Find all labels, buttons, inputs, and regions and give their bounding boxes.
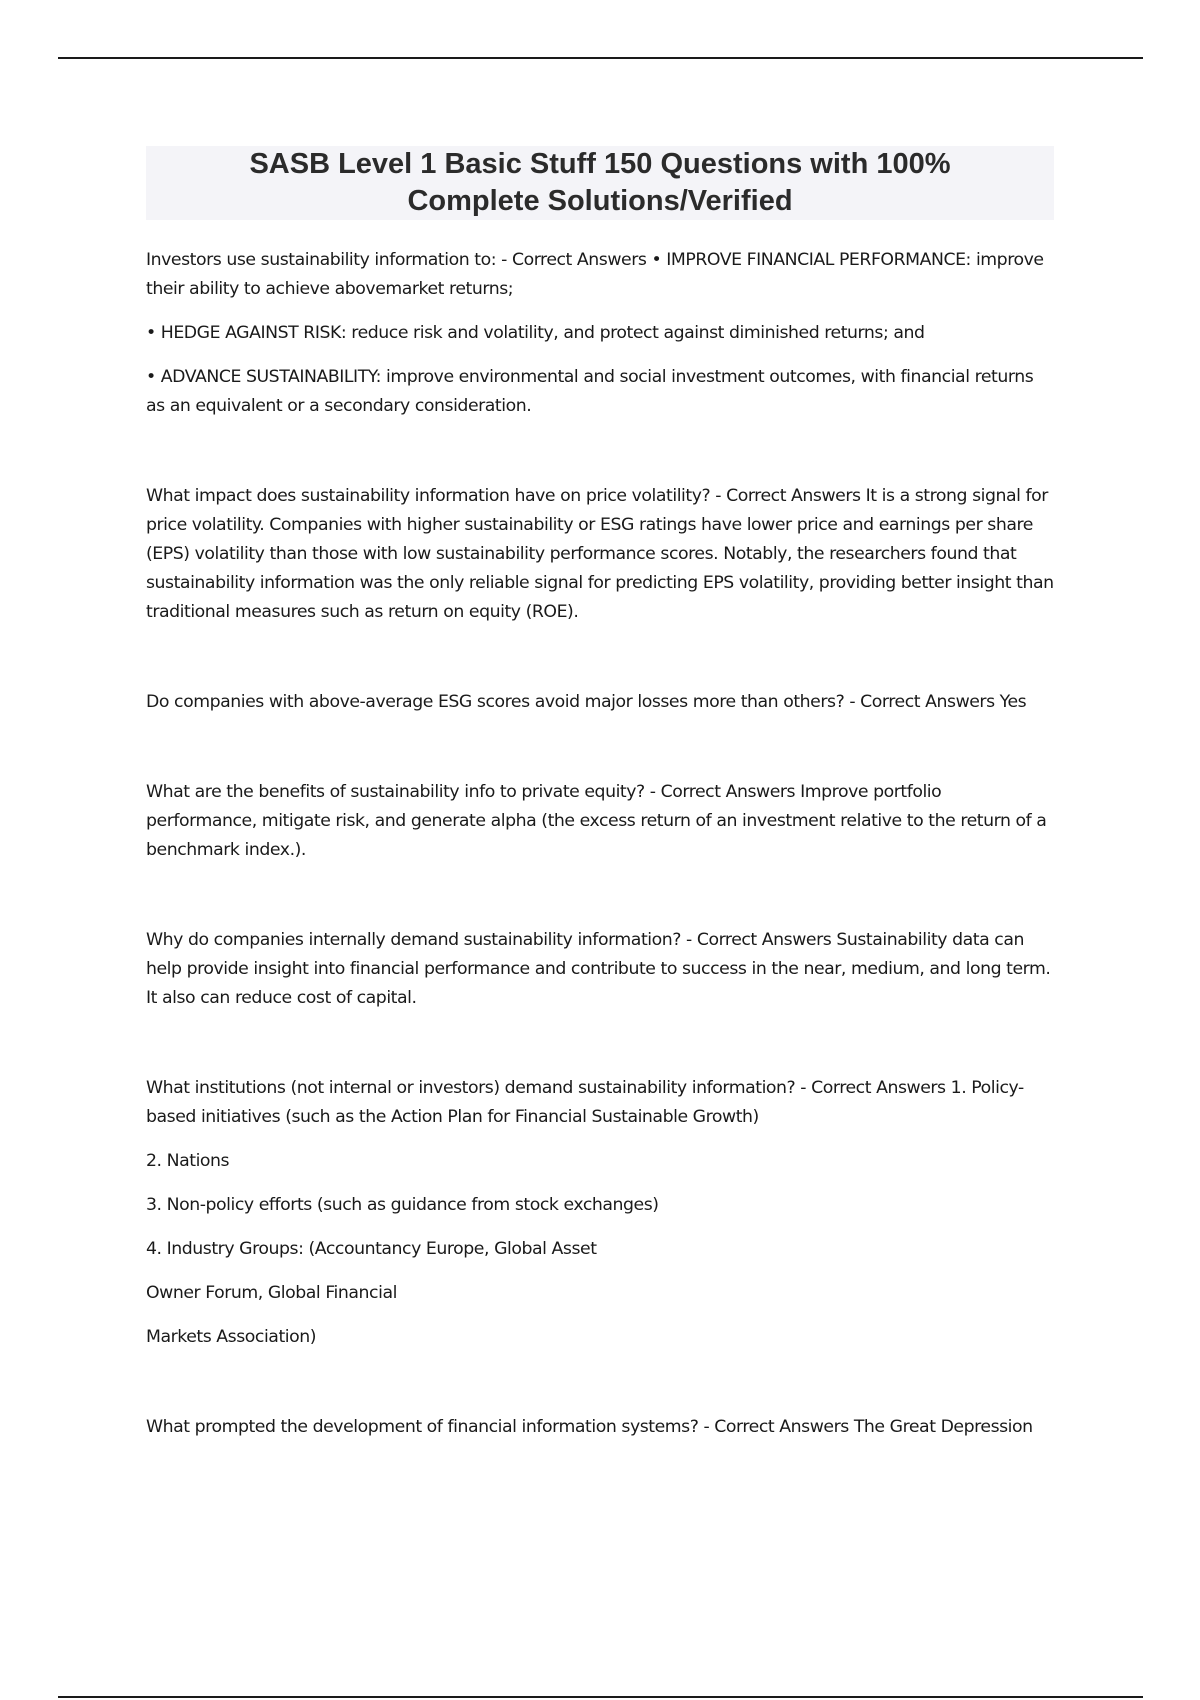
- qa-institutions: What institutions (not internal or investors) demand sustainability information? - Correct Answers 1. Policy-based initiatives (such as the Action Plan for Financial Sustainable Growth): [146, 1078, 1024, 1127]
- footer-rule: [58, 1696, 1143, 1698]
- qa-institutions-item-4-cont-1: Owner Forum, Global Financial: [146, 1283, 397, 1303]
- document-title-line-1: SASB Level 1 Basic Stuff 150 Questions with 100%: [249, 148, 951, 180]
- header-rule: [58, 57, 1143, 59]
- document-title-line-2: Complete Solutions/Verified: [407, 185, 793, 217]
- qa-price-volatility: What impact does sustainability information have on price volatility? - Correct Answers It is a strong signal for price volatility. Companies with higher sustainability or ESG ratings have lower price and earnings per share (EPS) volatility than those with low sustainability performance scores. Notably, the researchers found that sustainability information was the only reliable signal for predicting EPS volatility, providing better insight than traditional measures such as return on equity (ROE).: [146, 486, 1054, 622]
- qa-institutions-item-3: 3. Non-policy efforts (such as guidance from stock exchanges): [146, 1195, 659, 1215]
- title-banner: [146, 146, 1054, 220]
- qa-private-equity: What are the benefits of sustainability info to private equity? - Correct Answers Improve portfolio performance, mitigate risk, and generate alpha (the excess return of an investment relative to the return of a benchmark index.).: [146, 782, 1047, 860]
- document-body: [146, 246, 1056, 1442]
- qa-institutions-item-2: 2. Nations: [146, 1151, 230, 1171]
- qa-institutions-item-4-cont-2: Markets Association): [146, 1327, 317, 1347]
- qa-internal-demand: Why do companies internally demand sustainability information? - Correct Answers Sustainability data can help provide insight into financial performance and contribute to success in the near, medium, and long term. It also can reduce cost of capital.: [146, 930, 1051, 1008]
- qa-institutions-item-4: 4. Industry Groups: (Accountancy Europe, Global Asset: [146, 1239, 597, 1259]
- qa-investors-use: Investors use sustainability information to: - Correct Answers • IMPROVE FINANCIAL PERFORMANCE: improve their ability to achieve abovemarket returns;: [146, 250, 1044, 299]
- qa-investors-hedge: • HEDGE AGAINST RISK: reduce risk and volatility, and protect against diminished returns; and: [146, 323, 925, 343]
- qa-financial-systems: What prompted the development of financial information systems? - Correct Answers The Great Depression: [146, 1417, 1033, 1437]
- qa-major-losses: Do companies with above-average ESG scores avoid major losses more than others? - Correct Answers Yes: [146, 692, 1027, 712]
- qa-investors-advance: • ADVANCE SUSTAINABILITY: improve environmental and social investment outcomes, with financial returns as an equivalent or a secondary consideration.: [146, 367, 1034, 416]
